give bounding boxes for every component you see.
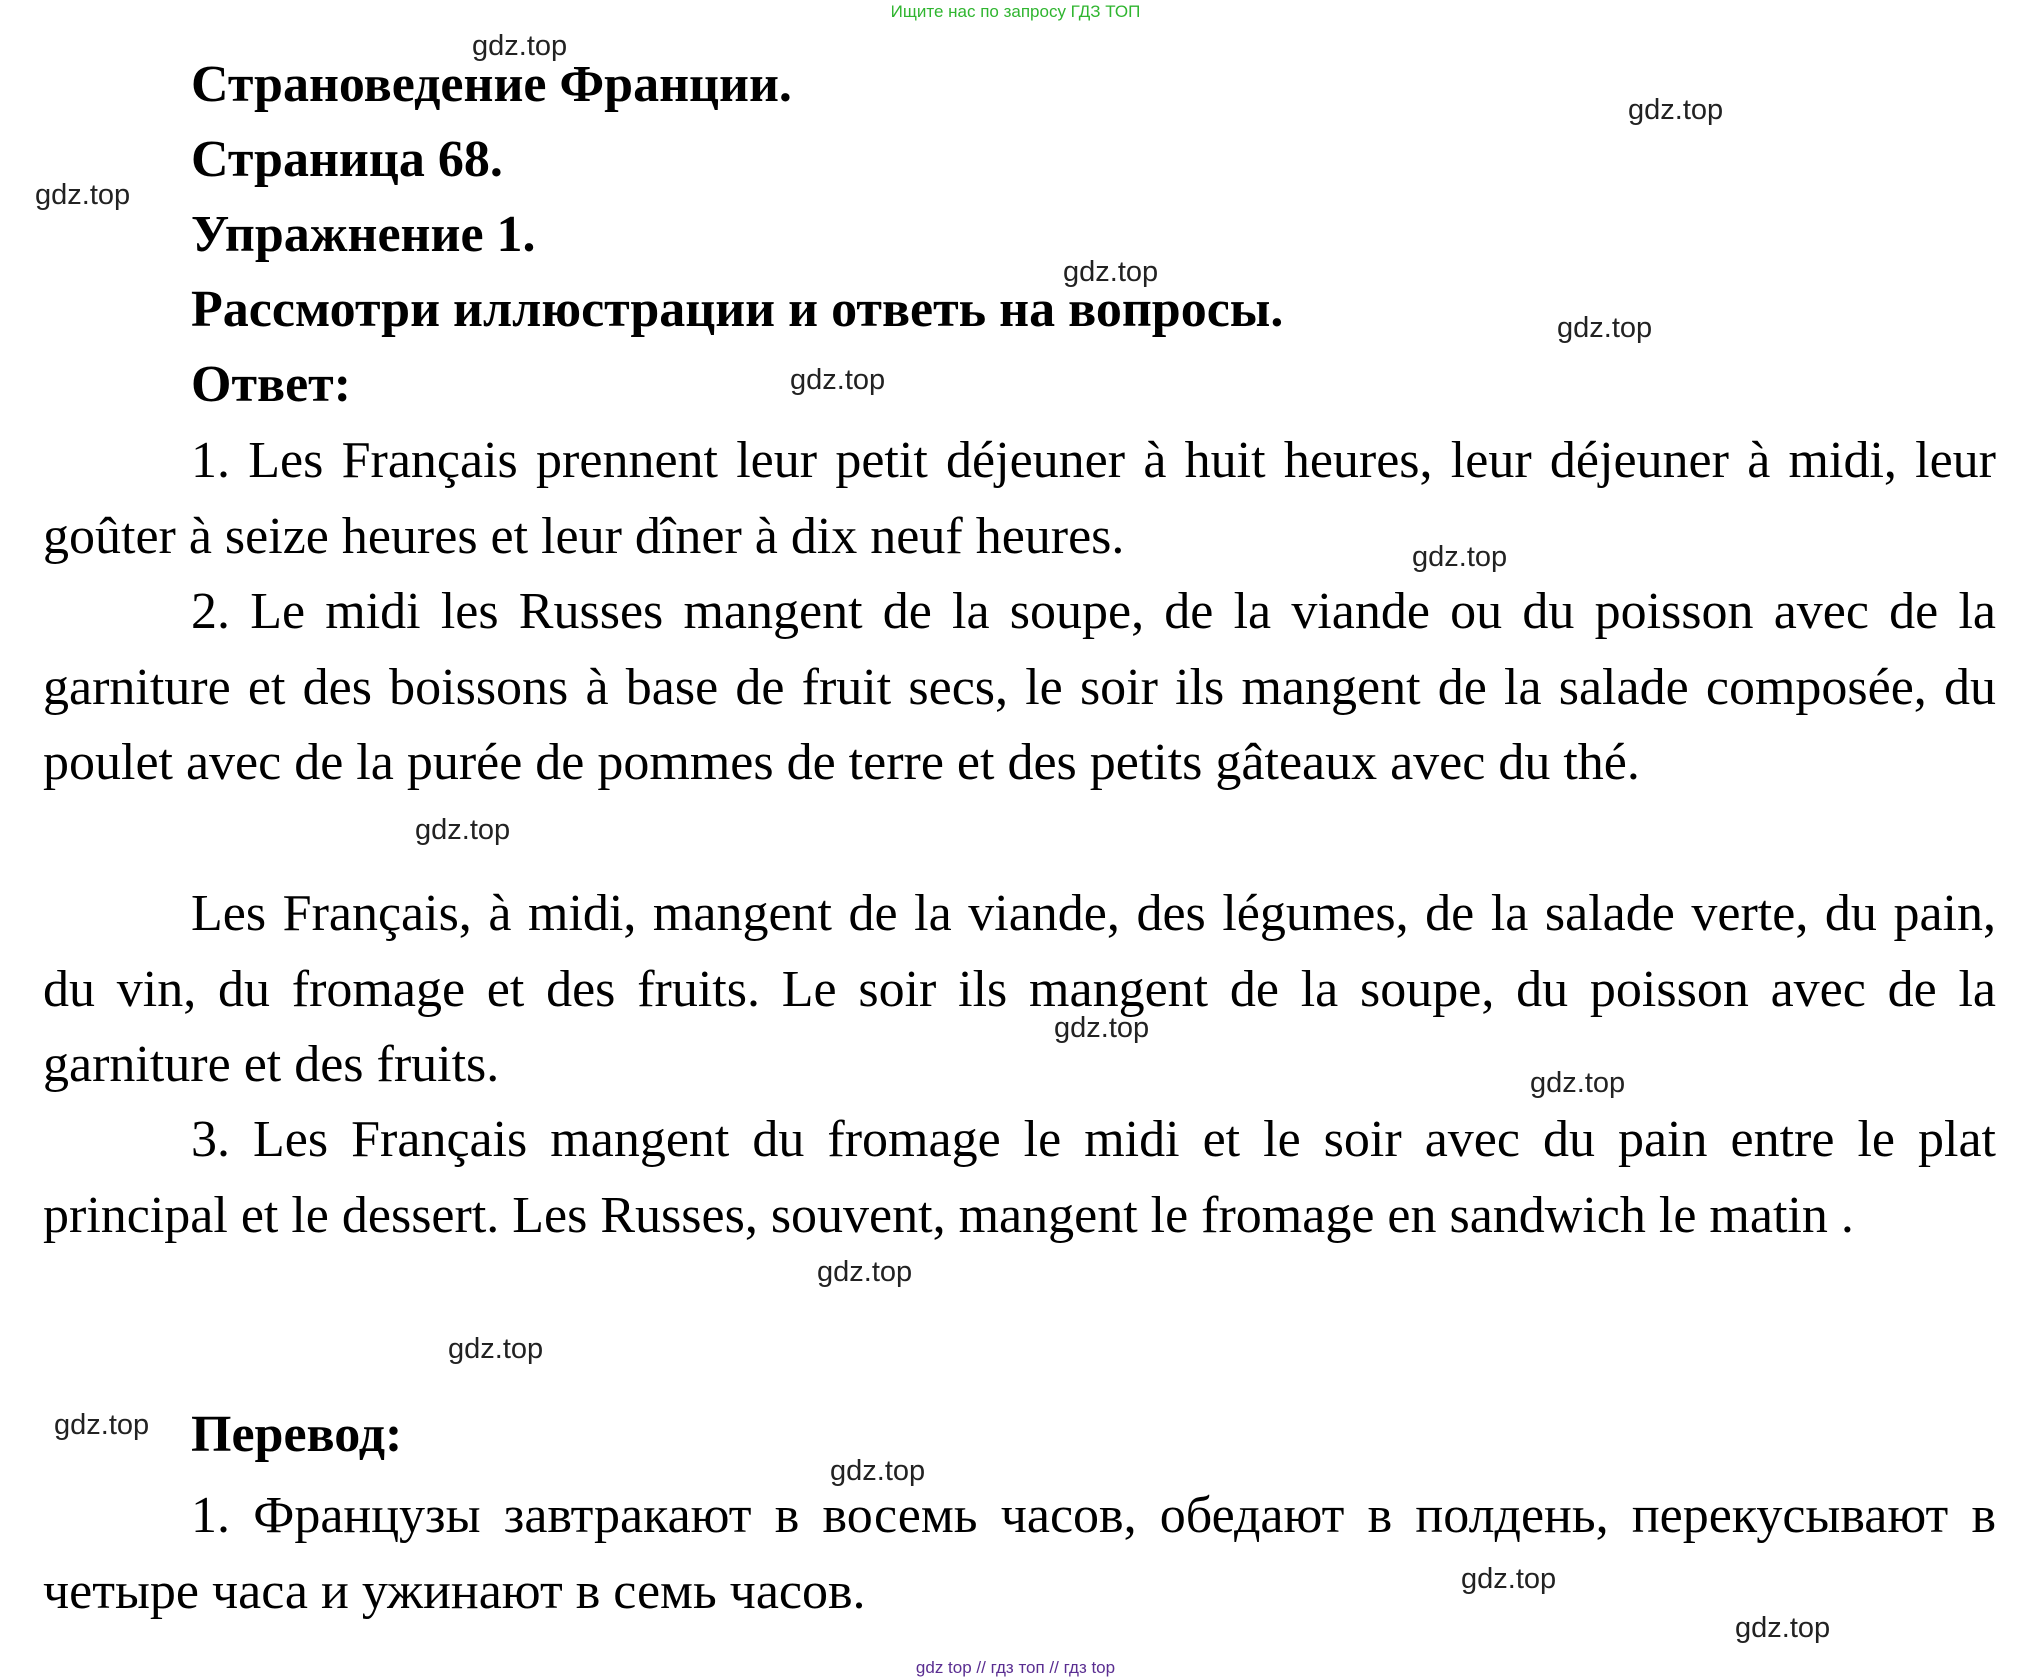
answer-paragraph-1: 1. Les Français prennent leur petit déjeuner à huit heures, leur déjeuner à midi, leur goûter à seize heures et leur dîner à dix neuf heures. xyxy=(43,432,1996,565)
translation-paragraph-1: 1. Французы завтракают в восемь часов, обедают в полдень, перекусывают в четыре часа и ужинают в семь часов. xyxy=(43,1487,1996,1620)
exercise-heading: Упражнение 1. xyxy=(191,206,536,263)
top-banner: Ищите нас по запросу ГДЗ ТОП xyxy=(890,2,1141,21)
answer-paragraph-4: 3. Les Français mangent du fromage le midi et le soir avec du pain entre le plat principal et le dessert. Les Russes, souvent, mangent le fromage en sandwich le matin . xyxy=(43,1111,1996,1244)
watermark: gdz.top xyxy=(817,1256,913,1288)
watermark: gdz.top xyxy=(1530,1067,1626,1099)
watermark: gdz.top xyxy=(1557,312,1653,344)
watermark: gdz.top xyxy=(1063,256,1159,288)
watermark: gdz.top xyxy=(1412,541,1508,573)
translation-label: Перевод: xyxy=(191,1406,403,1463)
topic-heading: Страноведение Франции. xyxy=(191,56,792,113)
watermark: gdz.top xyxy=(1628,94,1724,126)
watermark: gdz.top xyxy=(35,179,131,211)
watermark: gdz.top xyxy=(790,364,886,396)
footer: gdz top // гдз топ // гдз top xyxy=(915,1658,1116,1677)
task-heading: Рассмотри иллюстрации и ответь на вопросы. xyxy=(191,281,1284,338)
watermark: gdz.top xyxy=(448,1333,544,1365)
watermark: gdz.top xyxy=(472,30,568,62)
page-heading: Страница 68. xyxy=(191,131,503,188)
answer-label: Ответ: xyxy=(191,356,352,413)
watermark: gdz.top xyxy=(1461,1563,1557,1595)
watermark: gdz.top xyxy=(54,1409,150,1441)
watermark: gdz.top xyxy=(415,814,511,846)
watermark: gdz.top xyxy=(1735,1612,1831,1644)
watermark: gdz.top xyxy=(1054,1012,1150,1044)
answer-paragraph-2: 2. Le midi les Russes mangent de la soupe, de la viande ou du poisson avec de la garniture et des boissons à base de fruit secs, le soir ils mangent de la salade composée, du poulet avec de la purée de pommes de terre et des petits gâteaux avec du thé. xyxy=(43,583,1996,791)
watermark: gdz.top xyxy=(830,1455,926,1487)
answer-paragraph-3: Les Français, à midi, mangent de la viande, des légumes, de la salade verte, du pain, du vin, du fromage et des fruits. Le soir ils mangent de la soupe, du poisson avec de la garniture et des fruits. xyxy=(43,885,1996,1093)
